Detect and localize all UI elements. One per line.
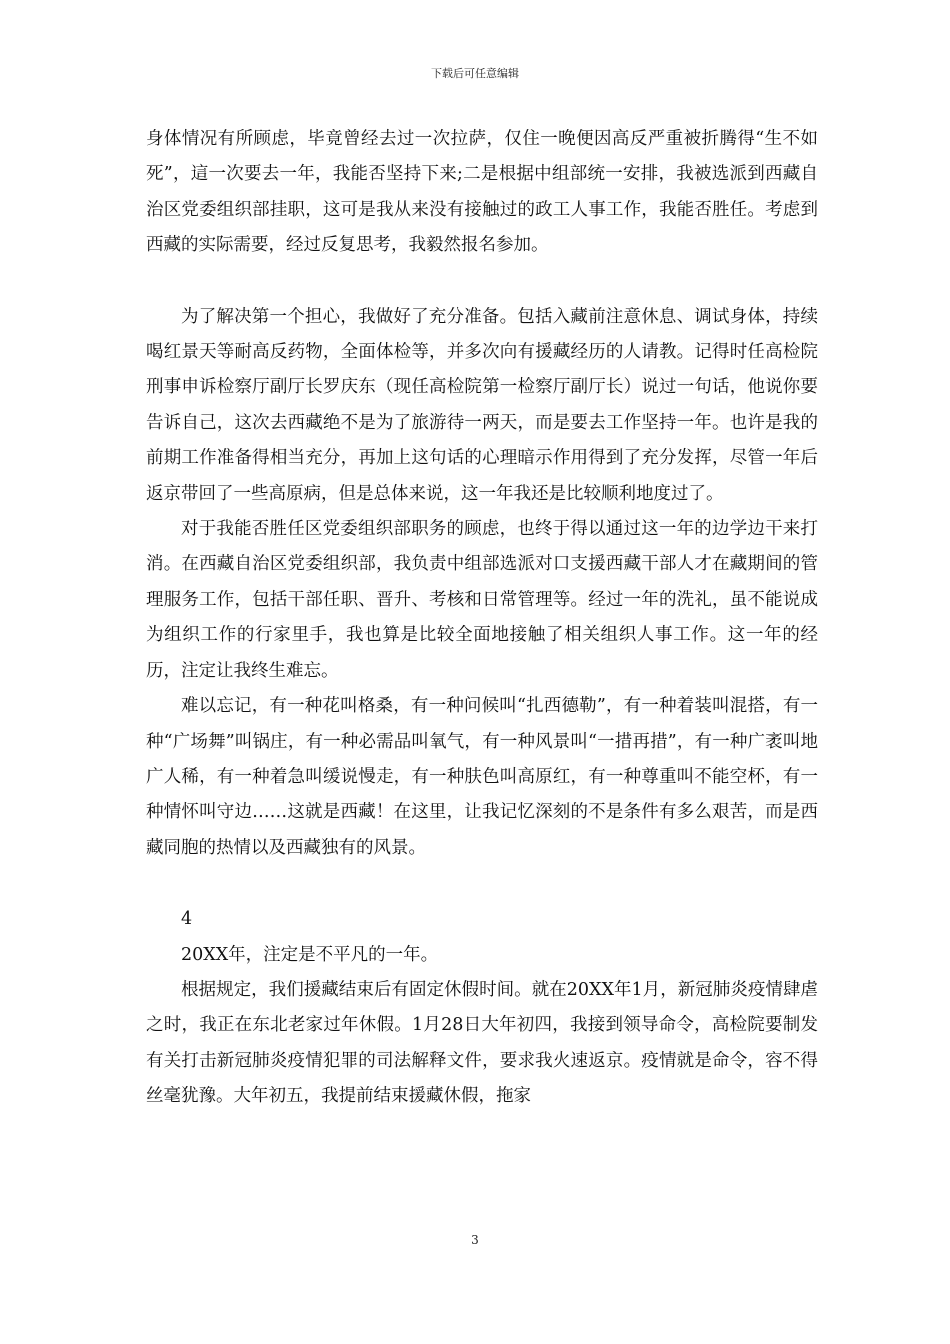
paragraph-3: 对于我能否胜任区党委组织部职务的顾虑，也终于得以通过这一年的边学边干来打消。在西藏自治区党委组织部，我负责中组部选派对口支援西藏干部人才在藏期间的管理服务工作，包括干部任职、晋升、考核和日常管理等。经过一年的洗礼，虽不能说成为组织工作的行家里手，我也算是比较全面地接触了相关组织人事工作。这一年的经历，注定让我终生难忘。	[146, 519, 818, 681]
header-note: 下载后可任意编辑	[431, 67, 519, 80]
paragraph-1: 身体情况有所顾虑，毕竟曾经去过一次拉萨，仅住一晚便因高反严重被折腾得“生不如死”，這一次要去一年，我能否坚持下来;二是根据中组部统一安排，我被选派到西藏自治区党委组织部挂职，这可是我从来没有接触过的政工人事工作，我能否胜任。考虑到西藏的实际需要，经过反复思考，我毅然报名参加。	[146, 129, 818, 256]
paragraph-6: 根据规定，我们援藏结束后有固定休假时间。就在20XX年1月，新冠肺炎疫情肆虐之时，我正在东北老家过年休假。1月28日大年初四，我接到领导命令，高检院要制发有关打击新冠肺炎疫情犯罪的司法解释文件，要求我火速返京。疫情就是命令，容不得丝毫犹豫。大年初五，我提前结束援藏休假，拖家	[146, 979, 818, 1107]
paragraph-5: 20XX年，注定是不平凡的一年。	[181, 944, 439, 965]
paragraph-2: 为了解决第一个担心，我做好了充分准备。包括入藏前注意休息、调试身体，持续喝红景天等耐高反药物，全面体检等，并多次向有援藏经历的人请教。记得时任高检院刑事申诉检察厅副厅长罗庆东（现任高检院第一检察厅副厅长）说过一句话，他说你要告诉自己，这次去西藏绝不是为了旅游待一两天，而是要去工作坚持一年。也许是我的前期工作准备得相当充分，再加上这句话的心理暗示作用得到了充分发挥，尽管一年后返京带回了一些高原病，但是总体来说，这一年我还是比较顺利地度过了。	[146, 306, 818, 504]
section-number: 4	[181, 909, 193, 930]
paragraph-4: 难以忘记，有一种花叫格桑，有一种问候叫“扎西德勒”，有一种着装叫混搭，有一种“广场舞”叫锅庄，有一种必需品叫氧气，有一种风景叫“一措再措”，有一种广袤叫地广人稀，有一种着急叫缓说慢走，有一种肤色叫高原红，有一种尊重叫不能空杯，有一种情怀叫守边……这就是西藏！在这里，让我记忆深刻的不是条件有多么艰苦，而是西藏同胞的热情以及西藏独有的风景。	[146, 696, 818, 858]
document-body	[146, 122, 818, 1115]
page-number: 3	[471, 1233, 479, 1247]
